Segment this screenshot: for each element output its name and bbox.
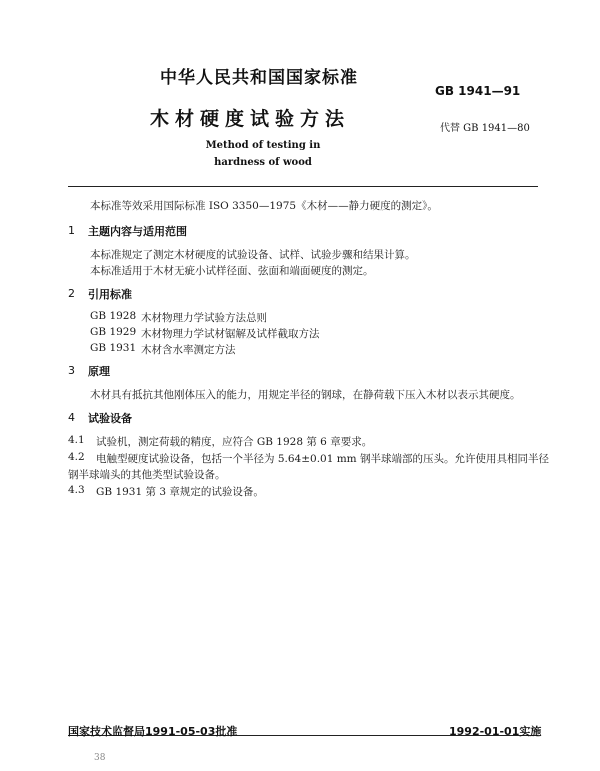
page-number: 38 <box>94 753 106 763</box>
intro-paragraph: 本标准等效采用国际标准 ISO 3350—1975《木材——静力硬度的测定》。 <box>90 200 438 212</box>
clause-text: 电触型硬度试验设备，包括一个半径为 5.64±0.01 mm 钢半球端部的压头。允许使用具相同半径 <box>96 453 549 465</box>
clause-number: 4.2 <box>68 451 85 463</box>
reference-code: GB 1931 <box>90 342 137 354</box>
supersedes-note: 代替 GB 1941—80 <box>440 123 530 134</box>
implementation-date: 1992-01-01实施 <box>449 725 542 738</box>
section-number: 2 <box>68 287 75 300</box>
clause-text-continued: 钢半球端头的其他类型试验设备。 <box>68 469 226 481</box>
clause-text: 试验机，测定荷载的精度，应符合 GB 1928 第 6 章要求。 <box>96 436 373 448</box>
clause-text: GB 1931 第 3 章规定的试验设备。 <box>96 486 264 498</box>
reference-code: GB 1929 <box>90 326 137 338</box>
section-heading: 引用标准 <box>88 288 132 301</box>
national-standard-heading: 中华人民共和国国家标准 <box>160 68 358 88</box>
header-divider <box>68 186 538 187</box>
section-heading: 主题内容与适用范围 <box>88 225 187 238</box>
paragraph: 本标准适用于木材无疵小试样径面、弦面和端面硬度的测定。 <box>90 265 374 277</box>
section-heading: 试验设备 <box>88 412 132 425</box>
reference-code: GB 1928 <box>90 310 137 322</box>
clause-number: 4.1 <box>68 434 85 446</box>
document-title: 木材硬度试验方法 <box>150 108 351 130</box>
clause-number: 4.3 <box>68 484 85 496</box>
section-number: 1 <box>68 224 75 237</box>
paragraph: 木材具有抵抗其他刚体压入的能力，用规定半径的钢球，在静荷载下压入木材以表示其硬度。 <box>90 389 521 401</box>
standard-number: GB 1941—91 <box>435 84 521 98</box>
reference-name: 木材物理力学试验方法总则 <box>141 312 267 324</box>
section-number: 3 <box>68 364 75 377</box>
reference-name: 木材含水率测定方法 <box>141 344 236 356</box>
section-heading: 原理 <box>88 365 110 378</box>
paragraph: 本标准规定了测定木材硬度的试验设备、试样、试验步骤和结果计算。 <box>90 249 416 261</box>
section-number: 4 <box>68 411 75 424</box>
approval-note: 国家技术监督局1991-05-03批准 <box>68 725 238 738</box>
english-title: Method of testing in hardness of wood <box>205 140 321 168</box>
reference-name: 木材物理力学试材锯解及试样截取方法 <box>141 328 320 340</box>
